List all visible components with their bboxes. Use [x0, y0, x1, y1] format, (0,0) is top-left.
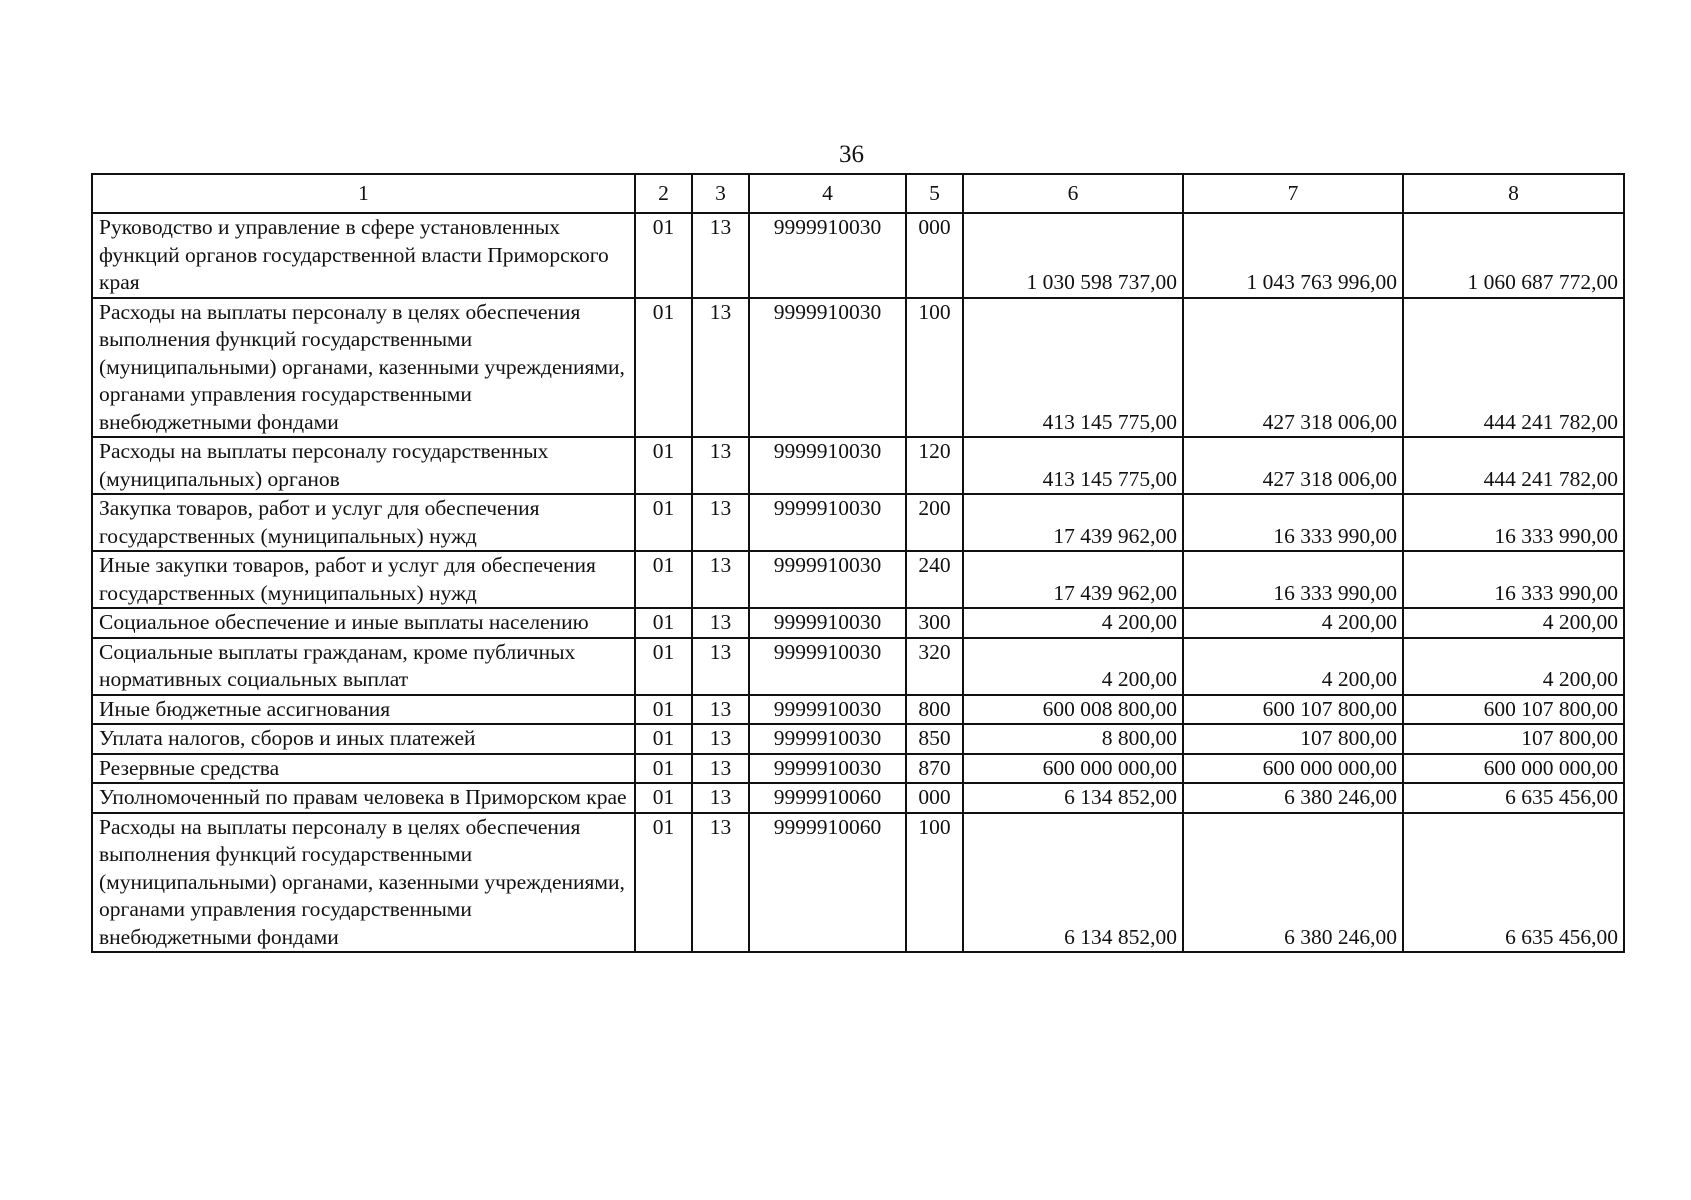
- expense-type-code: 870: [906, 754, 963, 784]
- section-code: 01: [635, 437, 692, 494]
- section-code: 01: [635, 783, 692, 813]
- table-row: [92, 298, 1624, 438]
- amount-col-7: 16 333 990,00: [1183, 551, 1403, 608]
- amount-col-6: 4 200,00: [963, 608, 1183, 638]
- expense-name: Уполномоченный по правам человека в Приморском крае: [92, 783, 635, 813]
- amount-col-7: 427 318 006,00: [1183, 298, 1403, 438]
- expense-name: Закупка товаров, работ и услуг для обеспечения государственных (муниципальных) нужд: [92, 494, 635, 551]
- section-code: 01: [635, 638, 692, 695]
- amount-col-6: 17 439 962,00: [963, 551, 1183, 608]
- amount-col-7: 16 333 990,00: [1183, 494, 1403, 551]
- subsection-code: 13: [692, 695, 749, 725]
- amount-col-6: 1 030 598 737,00: [963, 213, 1183, 298]
- table-row: [92, 724, 1624, 754]
- budget-table: [91, 173, 1625, 953]
- expense-type-code: 100: [906, 298, 963, 438]
- expense-type-code: 850: [906, 724, 963, 754]
- amount-col-6: 8 800,00: [963, 724, 1183, 754]
- column-header: 8: [1403, 174, 1624, 213]
- expense-name: Иные бюджетные ассигнования: [92, 695, 635, 725]
- column-header: 4: [749, 174, 906, 213]
- section-code: 01: [635, 551, 692, 608]
- table-row: [92, 783, 1624, 813]
- target-article-code: 9999910030: [749, 213, 906, 298]
- subsection-code: 13: [692, 754, 749, 784]
- amount-col-7: 1 043 763 996,00: [1183, 213, 1403, 298]
- amount-col-8: 16 333 990,00: [1403, 494, 1624, 551]
- section-code: 01: [635, 213, 692, 298]
- subsection-code: 13: [692, 608, 749, 638]
- table-header: [92, 174, 1624, 213]
- amount-col-8: 6 635 456,00: [1403, 813, 1624, 953]
- section-code: 01: [635, 724, 692, 754]
- section-code: 01: [635, 813, 692, 953]
- subsection-code: 13: [692, 551, 749, 608]
- amount-col-6: 413 145 775,00: [963, 298, 1183, 438]
- expense-type-code: 240: [906, 551, 963, 608]
- column-header: 6: [963, 174, 1183, 213]
- expense-type-code: 000: [906, 783, 963, 813]
- page-number: 36: [839, 141, 864, 168]
- amount-col-8: 600 107 800,00: [1403, 695, 1624, 725]
- expense-type-code: 200: [906, 494, 963, 551]
- subsection-code: 13: [692, 724, 749, 754]
- amount-col-7: 6 380 246,00: [1183, 813, 1403, 953]
- expense-type-code: 000: [906, 213, 963, 298]
- expense-name: Расходы на выплаты персоналу государственных (муниципальных) органов: [92, 437, 635, 494]
- subsection-code: 13: [692, 494, 749, 551]
- subsection-code: 13: [692, 298, 749, 438]
- amount-col-7: 427 318 006,00: [1183, 437, 1403, 494]
- target-article-code: 9999910030: [749, 551, 906, 608]
- column-header: 2: [635, 174, 692, 213]
- section-code: 01: [635, 754, 692, 784]
- table-row: [92, 695, 1624, 725]
- amount-col-7: 600 107 800,00: [1183, 695, 1403, 725]
- subsection-code: 13: [692, 783, 749, 813]
- amount-col-6: 4 200,00: [963, 638, 1183, 695]
- target-article-code: 9999910030: [749, 638, 906, 695]
- amount-col-7: 4 200,00: [1183, 608, 1403, 638]
- table-row: [92, 437, 1624, 494]
- table-row: [92, 754, 1624, 784]
- table-row: [92, 638, 1624, 695]
- expense-name: Социальное обеспечение и иные выплаты населению: [92, 608, 635, 638]
- column-header: 7: [1183, 174, 1403, 213]
- expense-name: Расходы на выплаты персоналу в целях обеспечения выполнения функций государственными (муниципальными) органами, казенными учреждениями, органами управления государственными внебюджетными фондами: [92, 813, 635, 953]
- amount-col-8: 107 800,00: [1403, 724, 1624, 754]
- table-row: [92, 608, 1624, 638]
- section-code: 01: [635, 608, 692, 638]
- header-row: [92, 174, 1624, 213]
- expense-type-code: 120: [906, 437, 963, 494]
- target-article-code: 9999910030: [749, 695, 906, 725]
- expense-type-code: 800: [906, 695, 963, 725]
- amount-col-6: 6 134 852,00: [963, 813, 1183, 953]
- amount-col-8: 444 241 782,00: [1403, 298, 1624, 438]
- expense-name: Резервные средства: [92, 754, 635, 784]
- amount-col-7: 107 800,00: [1183, 724, 1403, 754]
- amount-col-6: 17 439 962,00: [963, 494, 1183, 551]
- expense-name: Руководство и управление в сфере установленных функций органов государственной власти Приморского края: [92, 213, 635, 298]
- expense-name: Уплата налогов, сборов и иных платежей: [92, 724, 635, 754]
- amount-col-7: 4 200,00: [1183, 638, 1403, 695]
- expense-name: Социальные выплаты гражданам, кроме публичных нормативных социальных выплат: [92, 638, 635, 695]
- expense-type-code: 320: [906, 638, 963, 695]
- amount-col-8: 6 635 456,00: [1403, 783, 1624, 813]
- section-code: 01: [635, 298, 692, 438]
- target-article-code: 9999910060: [749, 813, 906, 953]
- target-article-code: 9999910030: [749, 494, 906, 551]
- amount-col-8: 4 200,00: [1403, 608, 1624, 638]
- subsection-code: 13: [692, 437, 749, 494]
- amount-col-7: 6 380 246,00: [1183, 783, 1403, 813]
- amount-col-6: 600 008 800,00: [963, 695, 1183, 725]
- section-code: 01: [635, 695, 692, 725]
- column-header: 1: [92, 174, 635, 213]
- subsection-code: 13: [692, 813, 749, 953]
- target-article-code: 9999910030: [749, 724, 906, 754]
- target-article-code: 9999910030: [749, 754, 906, 784]
- section-code: 01: [635, 494, 692, 551]
- column-header: 5: [906, 174, 963, 213]
- amount-col-8: 1 060 687 772,00: [1403, 213, 1624, 298]
- amount-col-6: 600 000 000,00: [963, 754, 1183, 784]
- target-article-code: 9999910060: [749, 783, 906, 813]
- expense-type-code: 100: [906, 813, 963, 953]
- table-row: [92, 551, 1624, 608]
- amount-col-8: 600 000 000,00: [1403, 754, 1624, 784]
- column-header: 3: [692, 174, 749, 213]
- table-row: [92, 813, 1624, 953]
- subsection-code: 13: [692, 638, 749, 695]
- amount-col-8: 444 241 782,00: [1403, 437, 1624, 494]
- expense-name: Иные закупки товаров, работ и услуг для обеспечения государственных (муниципальных) нужд: [92, 551, 635, 608]
- amount-col-8: 4 200,00: [1403, 638, 1624, 695]
- amount-col-6: 6 134 852,00: [963, 783, 1183, 813]
- table-row: [92, 494, 1624, 551]
- expense-name: Расходы на выплаты персоналу в целях обеспечения выполнения функций государственными (муниципальными) органами, казенными учреждениями, органами управления государственными внебюджетными фондами: [92, 298, 635, 438]
- amount-col-6: 413 145 775,00: [963, 437, 1183, 494]
- amount-col-8: 16 333 990,00: [1403, 551, 1624, 608]
- amount-col-7: 600 000 000,00: [1183, 754, 1403, 784]
- table-body: [92, 213, 1624, 952]
- target-article-code: 9999910030: [749, 437, 906, 494]
- target-article-code: 9999910030: [749, 298, 906, 438]
- target-article-code: 9999910030: [749, 608, 906, 638]
- table-row: [92, 213, 1624, 298]
- subsection-code: 13: [692, 213, 749, 298]
- expense-type-code: 300: [906, 608, 963, 638]
